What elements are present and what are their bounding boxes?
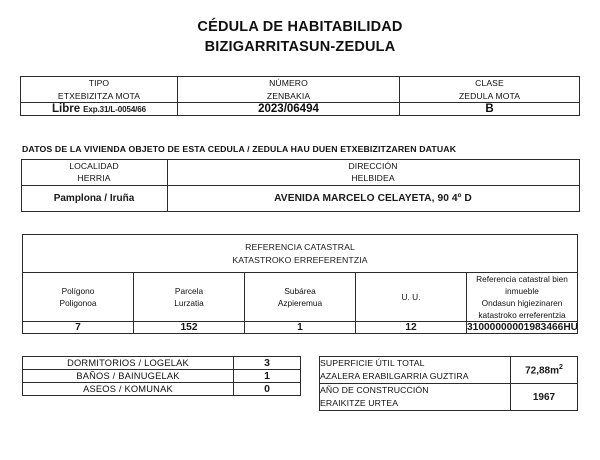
table-row	[23, 383, 301, 396]
header-poligono-es: Polígono	[61, 286, 95, 297]
header-clase-eu: ZEDULA MOTA	[458, 90, 521, 101]
header-numero-es: NÚMERO	[269, 78, 308, 89]
header-tipo	[21, 77, 178, 103]
value-dormitorios: 3	[234, 357, 301, 370]
dwelling-table	[21, 159, 580, 212]
value-tipo: Libre	[51, 103, 81, 116]
value-clase: B	[400, 103, 580, 116]
header-referencia-eu: Ondasun higiezinaren katastroko erreferentzia	[478, 298, 566, 321]
surface-table	[319, 356, 578, 411]
cadastral-title-eu: KATASTROKO ERREFERENTZIA	[232, 254, 368, 265]
value-superficie-unit-exponent: 2	[559, 364, 563, 372]
header-subarea-es: Subárea	[284, 286, 316, 297]
bottom-tables-row	[22, 356, 578, 411]
label-ano-construccion-es: AÑO DE CONSTRUCCIÓN	[320, 385, 429, 396]
rooms-table	[22, 356, 301, 396]
label-superficie-util	[320, 357, 511, 384]
page-title-line-es: CÉDULA DE HABITABILIDAD	[197, 19, 403, 35]
header-uu	[356, 273, 467, 322]
cadastral-title	[23, 234, 578, 272]
header-tipo-es: TIPO	[88, 78, 110, 89]
table-row	[23, 322, 578, 334]
header-parcela-eu: Lurzatia	[174, 298, 204, 309]
value-superficie-util-cell	[511, 357, 578, 384]
header-referencia-es: Referencia catastral bien inmueble	[476, 274, 568, 297]
value-banos: 1	[234, 370, 301, 383]
header-localidad	[21, 160, 167, 186]
value-poligono: 7	[23, 322, 134, 334]
value-parcela: 152	[134, 322, 245, 334]
header-localidad-eu: HERRIA	[77, 173, 111, 184]
cadastral-title-es: REFERENCIA CATASTRAL	[245, 241, 355, 252]
header-tipo-eu: ETXEBIZITZA MOTA	[57, 90, 141, 101]
value-numero: 2023/06494	[178, 103, 400, 116]
table-header-row	[23, 273, 578, 322]
table-header-row	[21, 77, 580, 103]
label-aseos: ASEOS / KOMUNAK	[23, 383, 234, 396]
header-referencia	[467, 273, 578, 322]
table-row	[23, 370, 301, 383]
label-superficie-util-eu: AZALERA ERABILGARRIA GUZTIRA	[320, 371, 469, 382]
page-title	[0, 0, 600, 57]
value-superficie-util: 72,88m	[525, 365, 559, 377]
value-subarea: 1	[245, 322, 356, 334]
table-row	[23, 357, 301, 370]
table-row	[21, 185, 579, 211]
table-row	[320, 357, 578, 384]
value-referencia-catastral: 31000000001983466HU	[467, 322, 579, 334]
table-header-row	[21, 160, 579, 186]
header-direccion-eu: HELBIDEA	[351, 173, 395, 184]
header-clase-es: CLASE	[475, 78, 504, 89]
value-direccion: AVENIDA MARCELO CELAYETA, 90 4º D	[167, 185, 579, 211]
label-ano-construccion-eu: ERAIKITZE URTEA	[320, 398, 399, 409]
header-parcela-es: Parcela	[174, 286, 204, 297]
label-dormitorios: DORMITORIOS / LOGELAK	[23, 357, 234, 370]
label-ano-construccion	[320, 384, 511, 411]
header-poligono-eu: Poligonoa	[59, 298, 97, 309]
cadastral-table	[22, 234, 578, 334]
value-aseos: 0	[234, 383, 301, 396]
header-localidad-es: LOCALIDAD	[69, 161, 119, 172]
value-uu: 12	[356, 322, 467, 334]
value-ano-construccion: 1967	[532, 391, 556, 403]
value-localidad: Pamplona / Iruña	[21, 185, 167, 211]
header-poligono	[23, 273, 134, 322]
header-uu-label: U. U.	[401, 292, 421, 303]
header-numero-eu: ZENBAKIA	[266, 90, 311, 101]
section-caption-dwelling: DATOS DE LA VIVIENDA OBJETO DE ESTA CEDULA / ZEDULA HAU DUEN ETXEBIZITZAREN DATUAK	[22, 144, 457, 155]
table-row	[320, 384, 578, 411]
header-clase	[400, 77, 580, 103]
value-expediente: Exp.31/L-0054/66	[83, 105, 146, 115]
header-direccion	[167, 160, 579, 186]
label-superficie-util-es: SUPERFICIE ÚTIL TOTAL	[320, 358, 425, 369]
header-subarea-eu: Azpieremua	[277, 298, 323, 309]
table-row	[21, 103, 580, 116]
value-ano-construccion-cell	[511, 384, 578, 411]
value-tipo-cell	[21, 103, 178, 116]
label-banos: BAÑOS / BAINUGELAK	[23, 370, 234, 383]
header-numero	[178, 77, 400, 103]
header-subarea	[245, 273, 356, 322]
page-title-line-eu: BIZIGARRITASUN-ZEDULA	[204, 38, 396, 55]
header-direccion-es: DIRECCIÓN	[348, 161, 398, 172]
header-parcela	[134, 273, 245, 322]
identity-table	[20, 76, 580, 116]
cadastral-title-row	[23, 234, 578, 272]
